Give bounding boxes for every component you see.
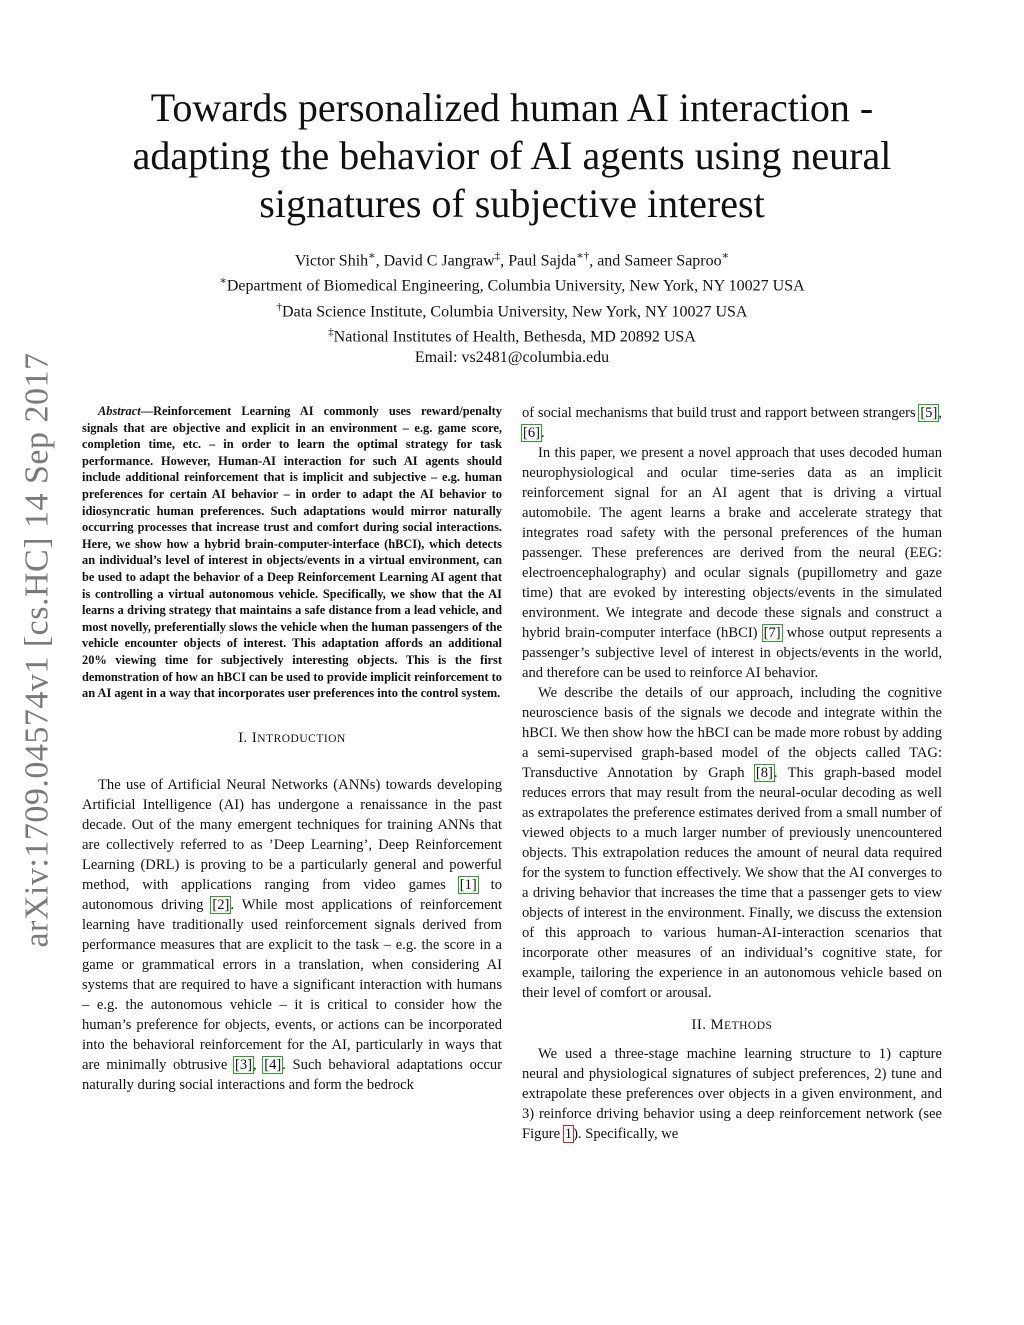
paragraph-text: ,: [252, 1056, 264, 1073]
section-title-initial: I: [251, 729, 258, 746]
affiliation: [100, 271, 924, 296]
title-line: Towards personalized human AI interaction -: [150, 85, 874, 130]
citation-link[interactable]: [5]: [920, 405, 938, 421]
paragraph-text: . While most applications of reinforcement learning have traditionally used reinforcement signals derived from performance measures that are explicit to the task – e.g. the score in a game or grammatical errors in a translation, when considering AI systems that are required to have a significant interaction with humans – e.g. the autonomous vehicle – it is critical to consider how the human’s preference for objects, events, or actions can be incorporated into the behavioral reinforcement for the AI, particularly in ways that are minimally obtrusive: [82, 896, 502, 1073]
paragraph-text: ). Specifically, we: [573, 1126, 679, 1142]
citation-link[interactable]: [2]: [212, 896, 230, 913]
author-name: Paul Sajda: [508, 252, 577, 270]
introduction-paragraph: [522, 443, 942, 683]
affiliation-text: Data Science Institute, Columbia University, New York, NY 10027 USA: [282, 302, 748, 320]
author-name: Victor Shih: [294, 252, 369, 270]
citation-link[interactable]: [1]: [459, 876, 477, 893]
introduction-continuation: [522, 403, 942, 443]
title-line: adapting the behavior of AI agents using neural: [132, 133, 892, 178]
methods-paragraph: [522, 1044, 942, 1144]
arxiv-side-stamp: [8, 350, 68, 950]
author-name: David C Jangraw: [383, 252, 495, 270]
paragraph-text: . Such behavioral adaptations occur naturally during social interactions and form the bedrock: [82, 1056, 503, 1093]
author-separator: ,: [500, 252, 509, 270]
section-title-rest: NTRODUCTION: [257, 732, 346, 745]
affiliation-mark: †: [276, 300, 283, 313]
citation-link[interactable]: [7]: [763, 625, 781, 641]
abstract: [82, 403, 502, 702]
arxiv-identifier: arXiv:1709.04574v1 [cs.HC] 14 Sep 2017: [19, 352, 56, 948]
citation-link[interactable]: [3]: [234, 1056, 252, 1073]
paragraph-text: We describe the details of our approach, including the cognitive neuroscience basis of the signals we decode and integrate within the hBCI. We then show how the hBCI can be made more robust by adding a semi-supervised graph-based model of the objects called TAG: Transductive Annotation by Graph: [522, 685, 942, 781]
author-mark: ∗: [368, 250, 376, 262]
section-title-rest: ETHODS: [724, 1020, 773, 1032]
author-separator: ,: [375, 252, 384, 270]
author-name: Sameer Saproo: [624, 252, 722, 270]
affiliation-text: National Institutes of Health, Bethesda, MD 20892 USA: [333, 328, 696, 346]
affiliation: [100, 322, 924, 347]
affiliation-mark: ‡: [328, 325, 334, 338]
affiliation: [100, 297, 924, 322]
left-column: [82, 403, 502, 1095]
section-heading-methods: [522, 1015, 942, 1036]
affiliation-text: Department of Biomedical Engineering, Columbia University, New York, NY 10027 USA: [226, 277, 805, 295]
paper-title: [100, 84, 924, 228]
abstract-dash: —: [140, 404, 154, 418]
abstract-label: Abstract: [98, 404, 141, 418]
paragraph-text: We used a three-stage machine learning structure to 1) capture neural and physiological signatures of subject preferences, 2) tune and extrapolate these preferences over objects in a given environment, and 3) reinforce driving behavior using a deep reinforcement network (see Figure: [522, 1046, 942, 1142]
author-names: [100, 246, 924, 271]
right-column: [522, 403, 942, 1144]
paragraph-text: .: [541, 425, 545, 441]
paragraph-text: whose output represents a passenger’s subjective level of interest in objects/events in the world, and therefore can be used to reinforce AI behavior.: [522, 625, 942, 681]
citation-link[interactable]: [8]: [755, 765, 773, 781]
section-number: II.: [691, 1017, 711, 1033]
paragraph-text: ,: [938, 405, 942, 421]
citation-link[interactable]: [4]: [264, 1056, 282, 1073]
paragraph-text: to autonomous driving: [82, 876, 503, 913]
section-title-initial: M: [710, 1017, 725, 1033]
paragraph-text: In this paper, we present a novel approach that uses decoded human neurophysiological and ocular time-series data as an implicit reinforcement signal for an AI agent that is driving a virtual automobile. The agent learns a brake and accelerate strategy that integrates road safety with the personal preferences of the human passenger. These preferences are derived from the neural (EEG: electroencephalography) and ocular signals (pupillometry and gaze time) that are evoked by interesting objects/events in the simulated environment. We integrate and decode these signals and construct a hybrid brain-computer interface (hBCI): [522, 445, 942, 641]
author-separator: , and: [589, 252, 625, 270]
abstract-text: Reinforcement Learning AI commonly uses reward/penalty signals that are objective and explicit in an environment – e.g. game score, completion time, etc. – in order to learn the optimal strategy for task performance. However, Human-AI interaction for such AI agents should include additional reinforcement that is implicit and subjective – e.g. human preferences for certain AI behavior – in order to adapt the AI behavior to idiosyncratic human preferences. Such adaptations would mirror naturally occurring processes that increase trust and comfort during social interactions. Here, we show how a hybrid brain-computer-interface (hBCI), which detects an individual’s level of interest in objects/events in a virtual environment, can be used to adapt the behavior of a Deep Reinforcement Learning AI agent that is controlling a virtual autonomous vehicle. Specifically, we show that the AI learns a driving strategy that maintains a safe distance from a lead vehicle, and most novelly, preferentially slows the vehicle when the human passengers of the vehicle encounter objects of interest. This adaptation affords an additional 20% viewing time for subjectively interesting objects. This is the first demonstration of how an hBCI can be used to provide implicit reinforcement to an AI agent in a way that incorporates user preferences into the control system.: [82, 404, 502, 701]
affiliation-mark: ∗: [219, 275, 227, 288]
author-mark: ∗†: [576, 250, 590, 262]
section-number: I.: [238, 729, 252, 746]
author-mark: ‡: [494, 250, 501, 262]
contact-email: Email: vs2481@columbia.edu: [414, 349, 610, 367]
author-block: [100, 246, 924, 368]
introduction-paragraph: [522, 683, 942, 1003]
section-heading-introduction: [82, 728, 502, 749]
paragraph-text: of social mechanisms that build trust and rapport between strangers: [522, 405, 920, 421]
figure-link[interactable]: 1: [564, 1126, 573, 1142]
author-mark: ∗: [721, 250, 730, 262]
paragraph-text: The use of Artificial Neural Networks (ANNs) towards developing Artificial Intelligence (AI) has undergone a renaissance in the past decade. Out of the many emergent techniques for training ANNs that are collectively referred to as ’Deep Learning’, Deep Reinforcement Learning (DRL) is proving to be a particularly general and powerful method, with applications ranging from video games: [82, 776, 502, 893]
introduction-paragraph: [82, 775, 502, 1095]
title-line: signatures of subjective interest: [259, 181, 765, 226]
paragraph-text: . This graph-based model reduces errors that may result from the neural-ocular decoding as well as extrapolates the preference estimates derived from a small number of viewed objects to a much larger number of previously unencountered objects. This extrapolation reduces the amount of neural data required for the system to function effectively. We show that the AI converges to a driving behavior that increases the time that a passenger gets to view objects of interest in the environment. Finally, we discuss the extension of this approach to various human-AI-interaction scenarios that incorporate other measures of an individual’s cognitive state, for example, tailoring the experience in an autonomous vehicle based on their level of comfort or arousal.: [522, 765, 942, 1001]
citation-link[interactable]: [6]: [523, 425, 541, 441]
